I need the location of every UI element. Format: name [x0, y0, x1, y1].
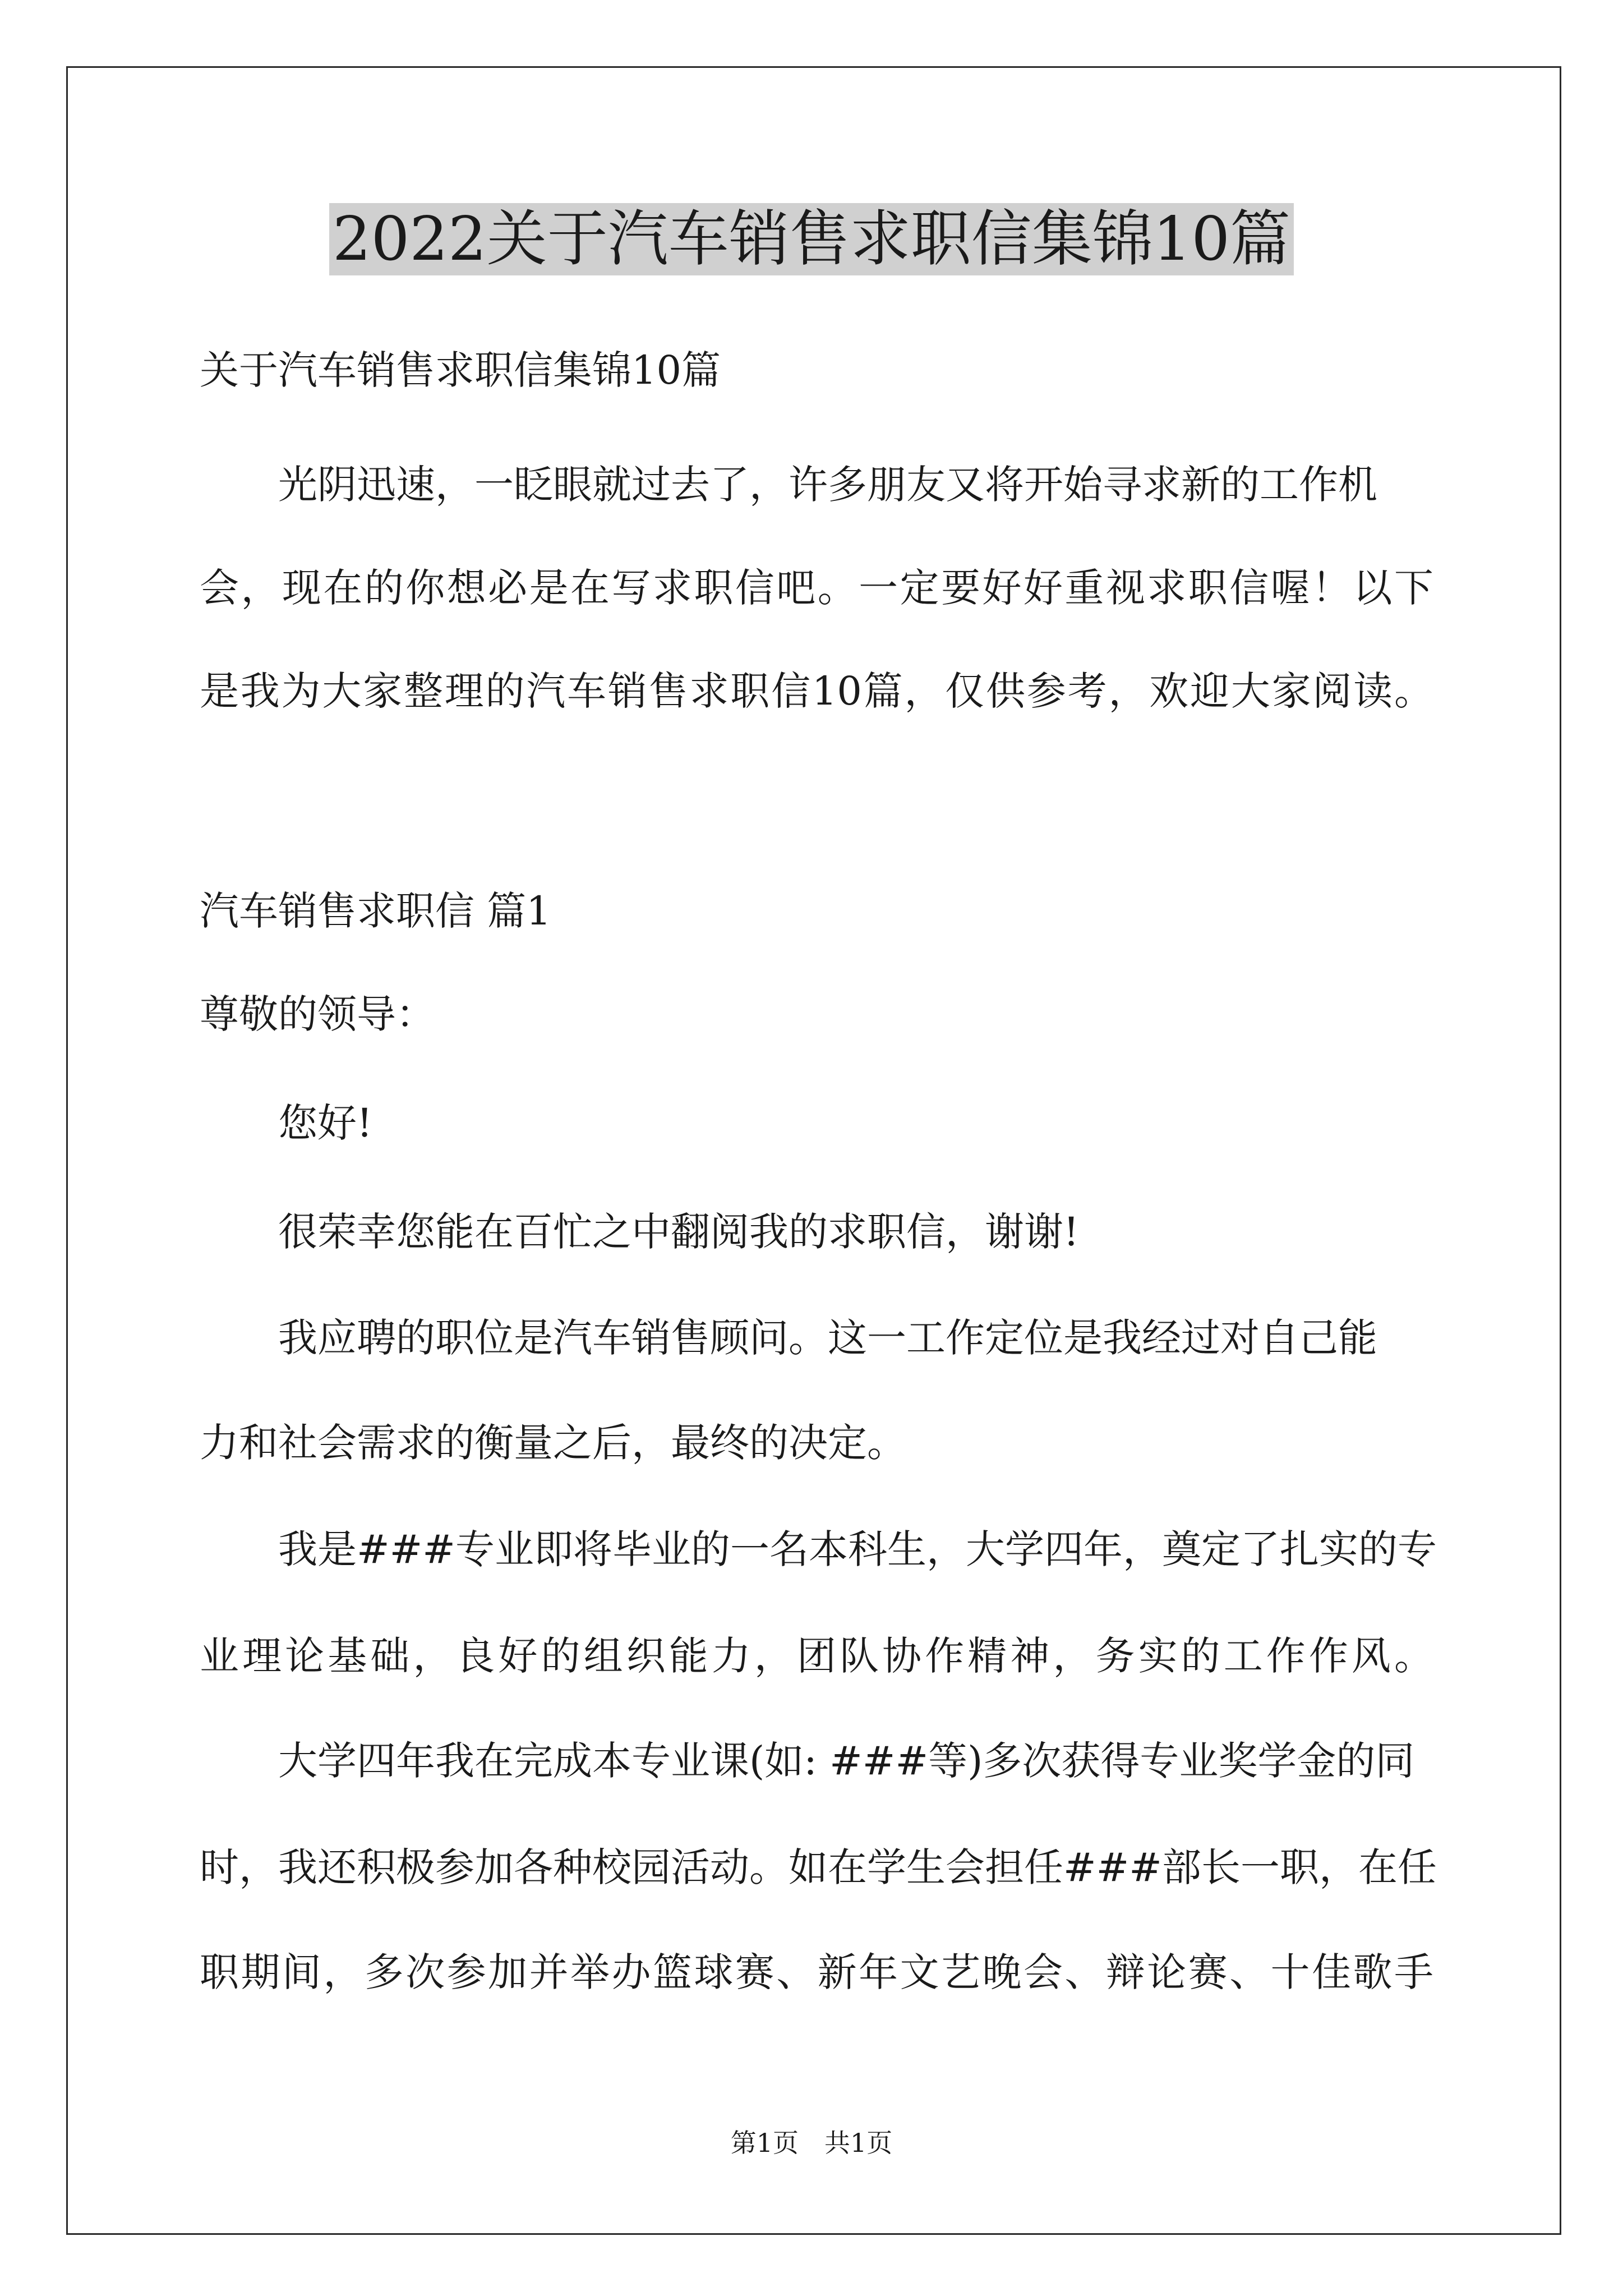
body-line-6: 大学四年我在完成本专业课(如: ###等)多次获得专业奖学金的同 — [278, 1738, 1415, 1784]
body-line-1: 很荣幸您能在百忙之中翻阅我的求职信，谢谢! — [278, 1209, 1080, 1255]
greeting: 您好! — [278, 1100, 373, 1146]
body-line-3: 力和社会需求的衡量之后，最终的决定。 — [200, 1420, 906, 1466]
document-title-text: 2022关于汽车销售求职信集锦10篇 — [329, 203, 1294, 275]
intro-line-3: 是我为大家整理的汽车销售求职信10篇，仅供参考，欢迎大家阅读。 — [200, 668, 1433, 714]
body-line-4: 我是###专业即将毕业的一名本科生，大学四年，奠定了扎实的专 — [278, 1526, 1437, 1572]
body-line-7: 时，我还积极参加各种校园活动。如在学生会担任###部长一职，在任 — [200, 1844, 1437, 1890]
body-line-2: 我应聘的职位是汽车销售顾问。这一工作定位是我经过对自己能 — [278, 1315, 1377, 1361]
subtitle-line: 关于汽车销售求职信集锦10篇 — [200, 347, 721, 393]
salutation: 尊敬的领导： — [200, 991, 435, 1037]
page-number-footer: 第1页 共1页 — [730, 2128, 893, 2158]
document-title — [0, 197, 1623, 282]
body-line-8: 职期间，多次参加并举办篮球赛、新年文艺晚会、辩论赛、十佳歌手 — [200, 1949, 1433, 1995]
intro-line-1: 光阴迅速，一眨眼就过去了，许多朋友又将开始寻求新的工作机 — [278, 462, 1377, 508]
intro-line-2: 会，现在的你想必是在写求职信吧。一定要好好重视求职信喔！以下 — [200, 565, 1433, 611]
section-heading: 汽车销售求职信 篇1 — [200, 888, 551, 934]
body-line-5: 业理论基础，良好的组织能力，团队协作精神，务实的工作作风。 — [200, 1633, 1433, 1679]
